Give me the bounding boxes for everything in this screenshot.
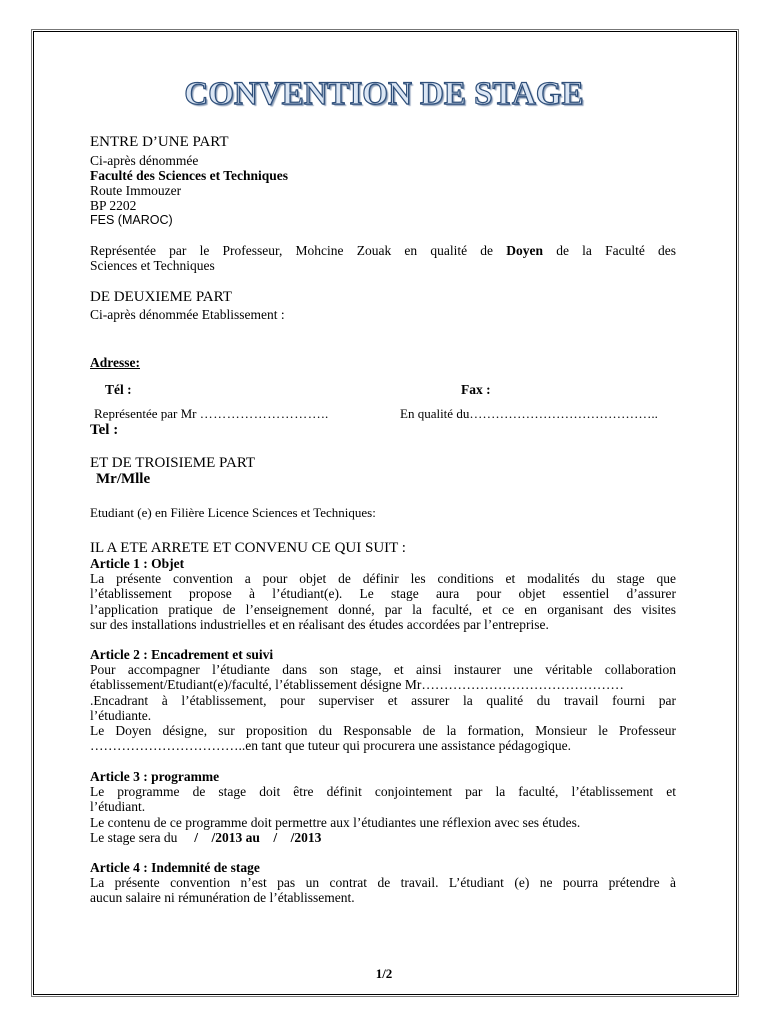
article-2-line: .Encadrant à l’établissement, pour superviser et assurer la qualité du travail fourni par xyxy=(90,692,676,708)
part2-qualite-line xyxy=(400,406,658,422)
part1-representation xyxy=(90,243,676,274)
dates-label: Le stage sera du xyxy=(90,830,178,845)
article-2-line: établissement/Etudiant(e)/faculté, l’établissement désigne Mr……………………………………… xyxy=(90,677,624,693)
article-1-line: l’application pratique de l’enseignement donné, par la faculté, et ce en organisant des visites xyxy=(90,601,676,617)
tel2-label: Tel : xyxy=(90,422,119,438)
part1-name: Faculté des Sciences et Techniques xyxy=(90,168,288,183)
article-4-body xyxy=(90,875,676,906)
part3-heading: ET DE TROISIEME PART xyxy=(90,455,256,471)
article-3-line: l’étudiant. xyxy=(90,799,146,815)
article-1-line: La présente convention a pour objet de définir les conditions et modalités du stage que xyxy=(90,571,676,586)
part2-rep-line xyxy=(94,406,329,422)
article-4-line: aucun salaire ni rémunération de l’établissement. xyxy=(90,890,355,906)
article-1-title: Article 1 : Objet xyxy=(90,556,185,571)
qualite-dots: …………………………………….. xyxy=(469,406,658,421)
dates-value: / /2013 au / /2013 xyxy=(194,830,322,845)
fax-label: Fax : xyxy=(461,382,491,397)
article-4-line: La présente convention n’est pas un contrat de travail. L’étudiant (e) ne pourra prétendre à xyxy=(90,875,676,890)
part3-etudiant: Etudiant (e) en Filière Licence Sciences et Techniques: xyxy=(90,505,376,520)
article-3-dates xyxy=(90,830,321,846)
part1-address-2: BP 2202 xyxy=(90,198,137,213)
rep-text-line2: Sciences et Techniques xyxy=(90,258,215,274)
part1-heading: ENTRE D’UNE PART xyxy=(90,134,229,150)
part3-mr-mlle: Mr/Mlle xyxy=(96,471,151,487)
article-2-line: l’étudiante. xyxy=(90,707,152,723)
article-2-body xyxy=(90,662,676,754)
rep-text-before: Représentée par le Professeur, Mohcine Zouak en qualité de xyxy=(90,243,507,258)
address-label: Adresse: xyxy=(90,355,140,370)
article-3-body xyxy=(90,784,676,830)
article-3-title: Article 3 : programme xyxy=(90,769,220,784)
article-3-line: Le programme de stage doit être définit conjointement par la faculté, l’établissement et xyxy=(90,784,676,799)
article-2-line: Le Doyen désigne, sur proposition du Responsable de la formation, Monsieur le Professeur xyxy=(90,723,676,739)
article-2-title: Article 2 : Encadrement et suivi xyxy=(90,647,274,662)
article-4-title: Article 4 : Indemnité de stage xyxy=(90,860,260,875)
rep-label: Représentée par Mr xyxy=(94,406,197,421)
rep-text-after: de la Faculté des xyxy=(543,243,677,258)
tel-label: Tél : xyxy=(105,382,132,397)
arrete-heading: IL A ETE ARRETE ET CONVENU CE QUI SUIT : xyxy=(90,540,406,556)
part2-heading: DE DEUXIEME PART xyxy=(90,289,232,305)
qualite-label: En qualité du xyxy=(400,406,470,421)
page-number: 1/2 xyxy=(375,966,393,981)
document-title: CONVENTION DE STAGE xyxy=(184,76,584,112)
article-3-line: Le contenu de ce programme doit permettre aux l’étudiantes une réflexion avec ses études. xyxy=(90,814,581,830)
part1-ci-apres: Ci-après dénommée xyxy=(90,153,199,168)
article-1-body xyxy=(90,571,676,632)
rep-dots: ……………………….. xyxy=(199,406,329,421)
part1-address-3: FES (MAROC) xyxy=(90,213,173,227)
part2-ci-apres: Ci-après dénommée Etablissement : xyxy=(90,307,285,322)
rep-text-bold: Doyen xyxy=(506,243,543,258)
article-1-line: sur des installations industrielles et en réalisant des études accordées par l’entreprise. xyxy=(90,616,549,632)
article-2-line: Pour accompagner l’étudiante dans son stage, et ainsi instaurer une véritable collaboration xyxy=(90,662,676,677)
article-1-line: l’établissement propose à l’étudiant(e). Le stage aura pour objet essentiel d’assurer xyxy=(90,586,676,602)
article-2-line: ……………………………..en tant que tuteur qui procurera une assistance pédagogique. xyxy=(90,738,572,754)
part1-address-1: Route Immouzer xyxy=(90,183,182,198)
